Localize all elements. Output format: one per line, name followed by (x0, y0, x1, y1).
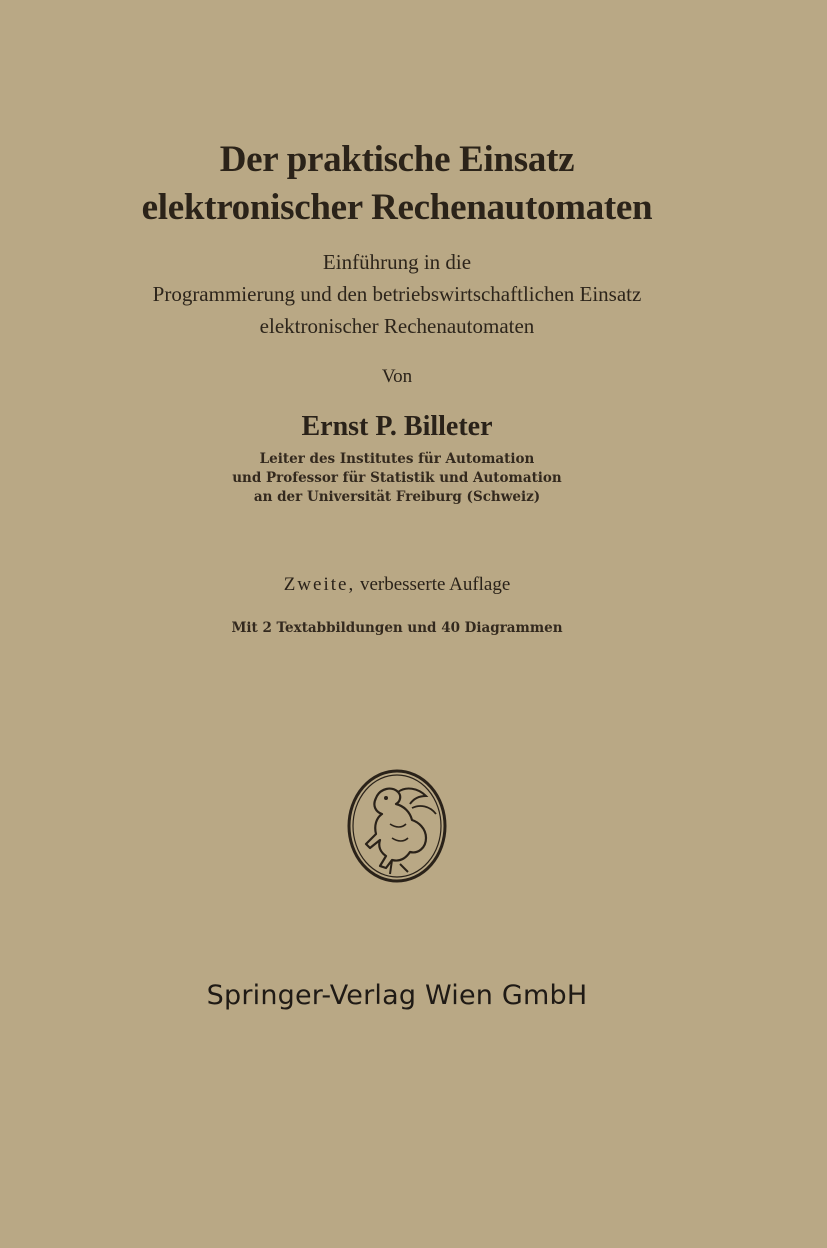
edition-statement (0, 574, 794, 596)
illustrations-note: Mit 2 Textabbildungen und 40 Diagrammen (231, 620, 563, 636)
subtitle-line-3: elektronischer Rechenautomaten (259, 314, 535, 338)
edition-rest: verbesserte Auflage (355, 574, 511, 595)
subtitle-line-2: Programmierung und den betriebswirtschaftlichen Einsatz (152, 282, 642, 306)
edition-word: Zweite, (283, 574, 356, 595)
by-label: Von (381, 366, 413, 387)
author-name: Ernst P. Billeter (301, 411, 493, 442)
title-line-2: elektronischer Rechenautomaten (141, 187, 653, 228)
affiliation-line-1: Leiter des Institutes für Automation (259, 451, 535, 467)
springer-horse-emblem-icon (346, 768, 448, 884)
affiliation-line-3: an der Universität Freiburg (Schweiz) (253, 489, 541, 505)
publisher-name: Springer-Verlag Wien GmbH (206, 980, 588, 1011)
affiliation-line-2: und Professor für Statistik und Automation (232, 470, 562, 486)
subtitle-line-1: Einführung in die (322, 250, 472, 274)
title-line-1: Der praktische Einsatz (219, 139, 575, 180)
